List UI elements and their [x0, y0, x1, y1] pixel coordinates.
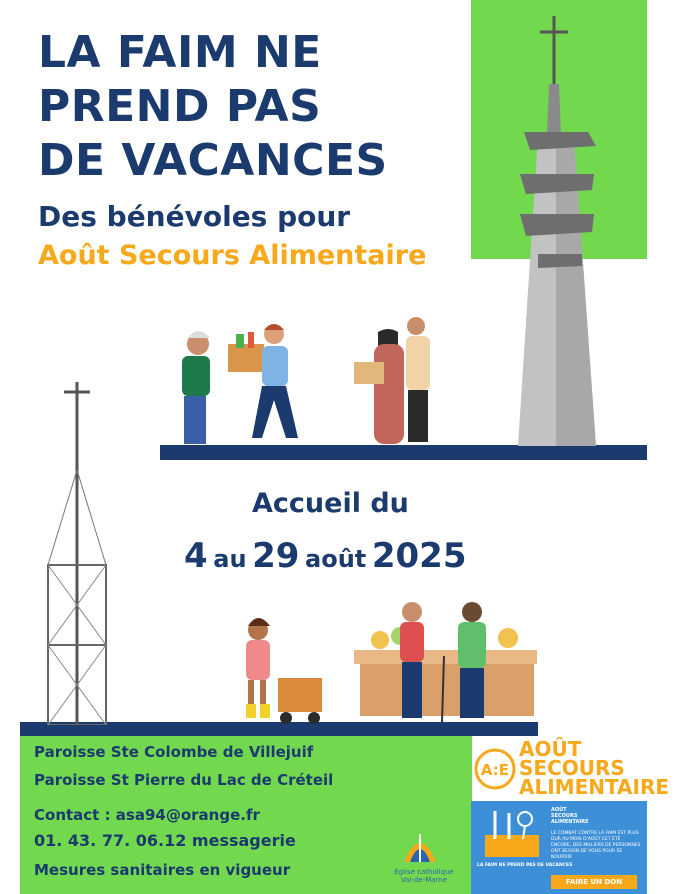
contact-email[interactable]: Contact : asa94@orange.fr	[34, 806, 260, 824]
diocese-emblem-icon	[400, 830, 440, 866]
volunteers-illustration	[170, 310, 450, 450]
cross-tower-illustration	[44, 380, 116, 725]
contact-phone[interactable]: 01. 43. 77. 06.12 messagerie	[34, 831, 296, 850]
parish-1: Paroisse Ste Colombe de Villejuif	[34, 743, 314, 761]
subtitle-volunteers: Des bénévoles pour	[38, 200, 351, 233]
diocese-line-2: Val-de-Marne	[400, 876, 448, 884]
diocese-text	[392, 868, 456, 884]
health-measures: Mesures sanitaires en vigueur	[34, 861, 291, 879]
date-start: 4	[184, 536, 208, 576]
mini-card-body: LE COMBAT CONTRE LA FAIM EST PLUS DUR AU MOIS D'AOÛT CET ÉTÉ ENCORE, DES MILLIERS DE PERSONNES ONT BESOIN DE VOUS POUR SE NOURRIR	[551, 831, 641, 860]
title-line-1: LA FAIM NE	[38, 27, 322, 78]
logo-line-3: ALIMENTAIRE	[519, 775, 670, 799]
logo-line-1: AOÛT	[519, 737, 582, 761]
title-line-3: DE VACANCES	[38, 135, 388, 186]
poster-title	[38, 26, 388, 188]
logo-line-2: SECOURS	[519, 756, 625, 780]
mini-brand-line-2: SECOURS	[551, 813, 578, 819]
date-au: au	[213, 545, 247, 573]
date-year: 2025	[371, 536, 467, 576]
diocese-logo	[378, 828, 460, 890]
subtitle-organisation: Août Secours Alimentaire	[38, 240, 427, 271]
diocese-line-1: Église catholique	[394, 868, 454, 876]
logo-mark: A:E	[480, 761, 510, 779]
mini-card-brand	[551, 807, 589, 825]
mini-card-slogan: LA FAIM NE PREND PAS DE VACANCES	[477, 863, 573, 868]
asa-logo-text	[519, 737, 670, 799]
accueil-label: Accueil du	[252, 488, 409, 519]
date-end: 29	[252, 536, 300, 576]
asa-logo-icon	[474, 748, 516, 790]
mini-brand-line-1: AOÛT	[551, 807, 567, 813]
date-range	[184, 536, 466, 576]
donation-card	[471, 801, 647, 894]
church-tower-illustration	[516, 14, 606, 446]
title-line-2: PREND PAS	[38, 81, 322, 132]
mini-brand-line-3: ALIMENTAIRE	[551, 819, 589, 825]
date-month: août	[305, 545, 367, 573]
parish-2: Paroisse St Pierre du Lac de Créteil	[34, 771, 334, 789]
food-distribution-illustration	[232, 596, 537, 728]
donate-button[interactable]: FAIRE UN DON	[551, 875, 637, 889]
kitchen-tools-icon	[479, 809, 545, 861]
